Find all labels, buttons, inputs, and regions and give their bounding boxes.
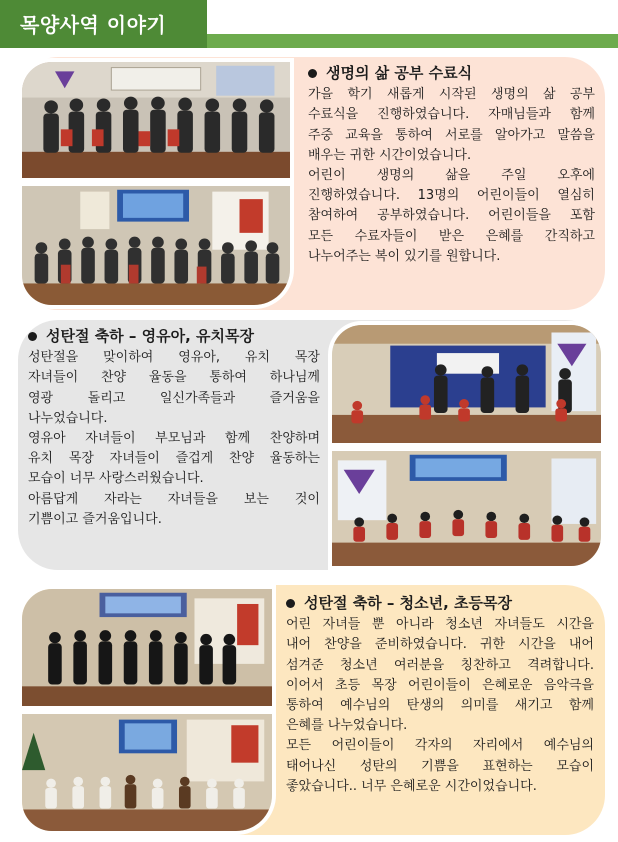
body-line: 모든 수료자들이 받은 은혜를 간직하고 xyxy=(308,228,595,244)
section-1-heading xyxy=(308,63,595,83)
section-3-text xyxy=(286,593,594,797)
body-line: 은혜를 나누었습니다. xyxy=(286,718,408,734)
bullet-icon xyxy=(28,332,37,341)
section-3-title: 성탄절 축하 – 청소년, 초등목장 xyxy=(304,594,512,612)
body-line: 자녀들이 찬양 율동을 통하여 하나님께 xyxy=(28,370,320,386)
section-3-heading xyxy=(286,593,594,613)
photo-youth-choir xyxy=(18,585,276,710)
photo-elementary-musical xyxy=(18,710,276,835)
body-line: 나누었습니다. xyxy=(28,410,108,426)
body-line: 이어서 초등 목장 어린이들이 은혜로운 음악극을 xyxy=(286,677,594,693)
photo-graduation-group-2 xyxy=(18,182,294,309)
body-line: 모습이 너무 사랑스러웠습니다. xyxy=(28,471,204,487)
body-line: 모든 어린이들이 각자의 자리에서 예수님의 xyxy=(286,738,594,754)
section-1-text xyxy=(308,63,595,267)
photo-graduation-group-1 xyxy=(18,58,294,182)
bullet-icon xyxy=(286,599,295,608)
section-1-body xyxy=(308,85,595,267)
section-2-text xyxy=(28,326,320,530)
body-line: 주중 교육을 통하여 서로를 알아가고 말씀을 xyxy=(308,127,595,143)
title-box xyxy=(0,0,207,48)
section-2-title: 성탄절 축하 – 영유아, 유치목장 xyxy=(46,327,254,345)
section-2-heading xyxy=(28,326,320,346)
body-line: 어린 자녀들 뿐 아니라 청소년 자녀들도 시간을 xyxy=(286,617,594,633)
body-line: 수료식을 진행하였습니다. 자매님들과 함께 xyxy=(308,107,595,123)
photo-kindergarten-dance xyxy=(328,447,605,570)
section-2-body xyxy=(28,348,320,530)
body-line: 아름답게 자라는 자녀들을 보는 것이 xyxy=(28,491,320,507)
body-line: 성탄절을 맞이하여 영유아, 유치 목장 xyxy=(28,350,320,366)
body-line: 영유아 자녀들이 부모님과 함께 찬양하며 xyxy=(28,431,320,447)
body-line: 내어 찬양을 준비하였습니다. 귀한 시간을 내어 xyxy=(286,637,594,653)
body-line: 기쁨이고 즐거움입니다. xyxy=(28,511,162,527)
body-line: 섬겨준 청소년 여러분을 칭찬하고 격려합니다. xyxy=(286,657,594,673)
section-3-body xyxy=(286,615,594,797)
body-line: 참여하여 공부하였습니다. 어린이들을 포함 xyxy=(308,208,595,224)
photo-infant-praise xyxy=(328,321,605,447)
body-line: 태어나신 성탄의 기쁨을 표현하는 모습이 xyxy=(286,758,594,774)
body-line: 좋았습니다.. 너무 은혜로운 시간이었습니다. xyxy=(286,778,537,794)
body-line: 어린이 생명의 삶을 주일 오후에 xyxy=(308,168,595,184)
header-rule xyxy=(207,34,618,48)
body-line: 가을 학기 새롭게 시작된 생명의 삶 공부 xyxy=(308,87,595,103)
section-1-title: 생명의 삶 공부 수료식 xyxy=(326,64,473,82)
body-line: 배우는 귀한 시간이었습니다. xyxy=(308,147,472,163)
body-line: 진행하였습니다. 13명의 어린이들이 열심히 xyxy=(308,188,595,204)
body-line: 유치 목장 자녀들이 즐겁게 찬양 율동하는 xyxy=(28,451,320,467)
body-line: 통하여 예수님의 탄생의 의미를 새기고 함께 xyxy=(286,698,594,714)
body-line: 영광 돌리고 일신가족들과 즐거움을 xyxy=(28,390,320,406)
bullet-icon xyxy=(308,69,317,78)
body-line: 나누어주는 복이 있기를 원합니다. xyxy=(308,248,501,264)
page-title: 목양사역 이야기 xyxy=(20,13,167,37)
